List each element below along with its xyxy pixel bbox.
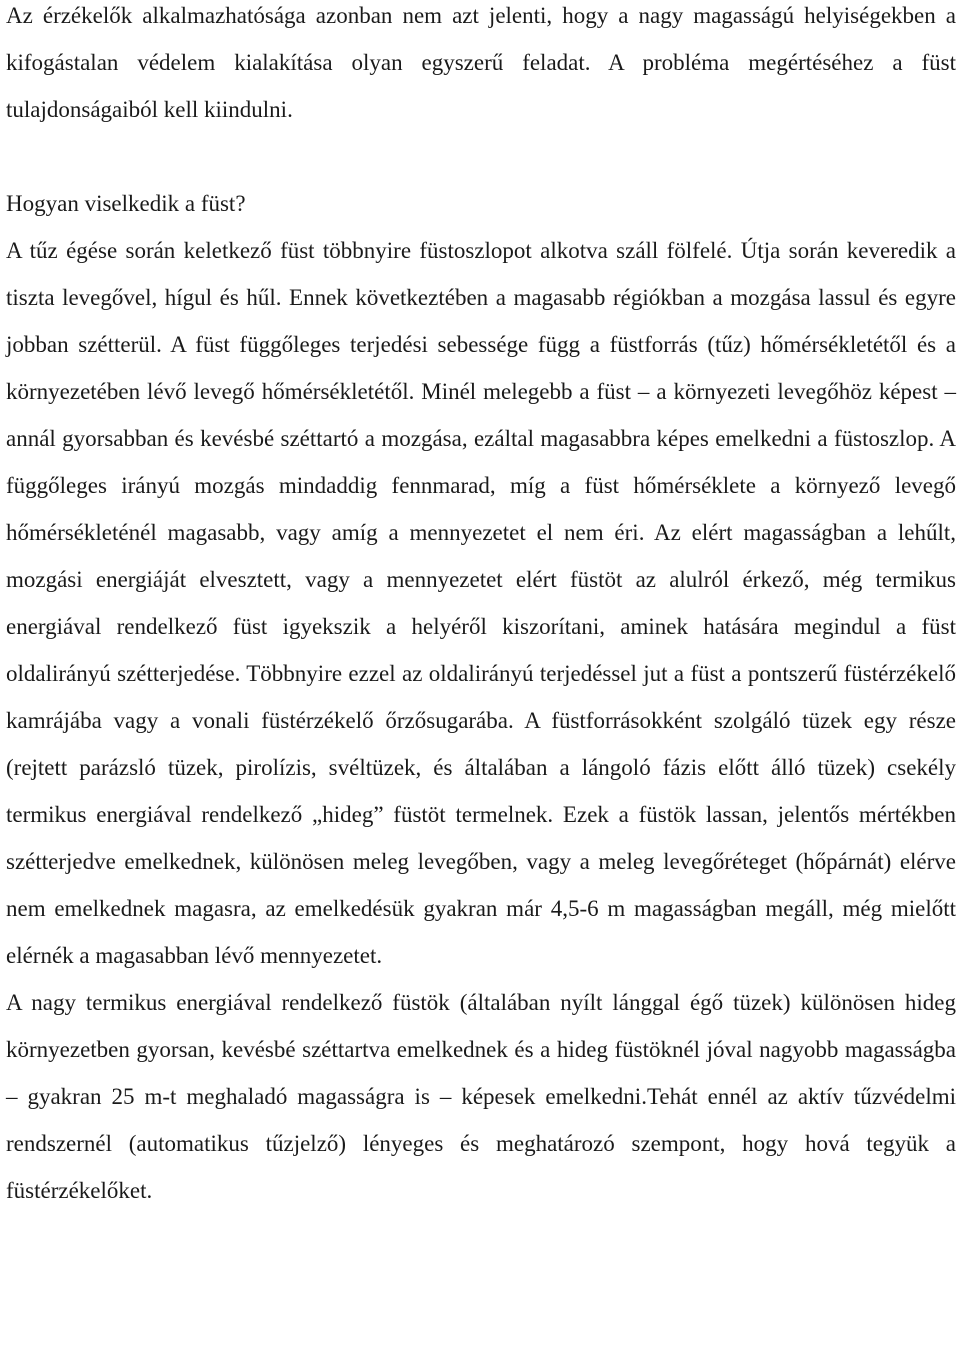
intro-paragraph: Az érzékelők alkalmazhatósága azonban nem azt jelenti, hogy a nagy magasságú helyiségekben a kifogástalan védelem kialakítása olyan egyszerű feladat. A probléma megértéséhez a füst tulajdonságaiból kell kiindulni.	[6, 3, 956, 122]
body-paragraph: A tűz égése során keletkező füst többnyire füstoszlopot alkotva száll fölfelé. Útja során keveredik a tiszta levegővel, hígul és hűl. Ennek következtében a magasabb régiókban a mozgása lassul és egyre jobban szétterül. A füst függőleges terjedési sebessége függ a füstforrás (tűz) hőmérsékletétől és a környezetében lévő levegő hőmérsékletétől. Minél melegebb a füst – a környezeti levegőhöz képest – annál gyorsabban és kevésbé széttartó a mozgása, ezáltal magasabbra képes emelkedni a füstoszlop. A függőleges irányú mozgás mindaddig fennmarad, míg a füst hőmérséklete a környező levegő hőmérsékleténél magasabb, vagy amíg a mennyezetet el nem éri. Az elért magasságban a lehűlt, mozgási energiáját elvesztett, vagy a mennyezetet elért füstöt az alulról érkező, még termikus energiával rendelkező füst igyekszik a helyéről kiszorítani, aminek hatására megindul a füst oldalirányú szétterjedése. Többnyire ezzel az oldalirányú terjedéssel jut a füst a pontszerű füstérzékelő kamrájába vagy a vonali füstérzékelő őrzősugarába. A füstforrásokként szolgáló tüzek egy része (rejtett parázsló tüzek, pirolízis, svéltüzek, és általában a lángoló fázis előtt álló tüzek) csekély termikus energiával rendelkező „hideg” füstöt termelnek. Ezek a füstök lassan, jelentős mértékben szétterjedve emelkednek, különösen meleg levegőben, vagy a meleg levegőréteget (hőpárnát) elérve nem emelkednek magasra, az emelkedésük gyakran már 4,5-6 m magasságban megáll, még mielőtt elérnék a magasabban lévő mennyezetet.	[6, 238, 956, 968]
section-heading: Hogyan viselkedik a füst?	[6, 191, 246, 216]
body-paragraph: A nagy termikus energiával rendelkező füstök (általában nyílt lánggal égő tüzek) különösen hideg környezetben gyorsan, kevésbé széttartva emelkednek és a hideg füstöknél jóval nagyobb magasságba – gyakran 25 m-t meghaladó magasságra is – képesek emelkedni.Tehát ennél az aktív tűzvédelmi rendszernél (automatikus tűzjelző) lényeges és meghatározó szempont, hogy hová tegyük a füstérzékelőket.	[6, 990, 956, 1203]
document-page	[6, 0, 956, 1214]
